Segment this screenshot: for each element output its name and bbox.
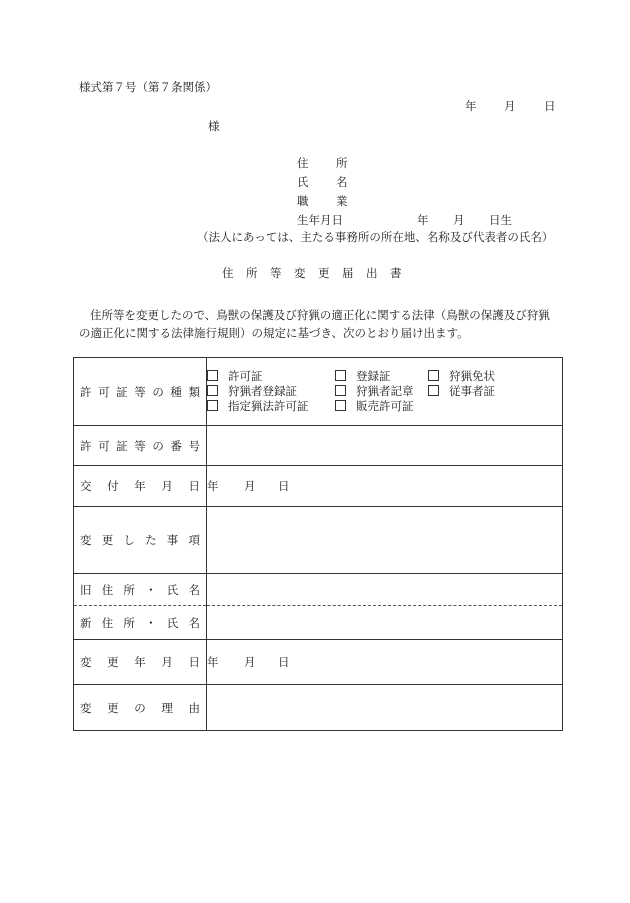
- option-sales-permit[interactable]: 販売許可証: [335, 399, 428, 414]
- occupation-label-1: 職: [297, 194, 309, 208]
- checkbox-sales-permit[interactable]: [335, 400, 346, 411]
- old-address-label: 旧 住 所 ・ 氏 名: [74, 574, 207, 606]
- checkbox-permit[interactable]: [207, 370, 218, 381]
- license-number-label: 許 可 証 等 の 番 号: [74, 426, 207, 466]
- dob-year: 年: [417, 213, 429, 227]
- applicant-block: [297, 157, 512, 233]
- change-date-field[interactable]: 年 月 日: [207, 640, 563, 685]
- new-address-label: 新 住 所 ・ 氏 名: [74, 606, 207, 640]
- license-number-row: [74, 426, 563, 466]
- option-hunter-registration[interactable]: 狩猟者登録証: [207, 384, 335, 399]
- change-reason-field[interactable]: [207, 685, 563, 731]
- corporation-note: （法人にあっては、主たる事務所の所在地、名称及び代表者の氏名）: [197, 230, 554, 244]
- option-worker-cert[interactable]: 従事者証: [428, 384, 528, 399]
- issue-date-row: [74, 466, 563, 507]
- name-row: [297, 176, 512, 195]
- change-date-label: 変 更 年 月 日: [74, 640, 207, 685]
- declaration-line-2: の適正化に関する法律施行規則）の規定に基づき、次のとおり届け出ます。: [79, 326, 469, 340]
- option-permit[interactable]: 許可証: [207, 369, 335, 384]
- change-reason-row: [74, 685, 563, 731]
- option-hunter-badge[interactable]: 狩猟者記章: [335, 384, 428, 399]
- option-designated-method[interactable]: 指定猟法許可証: [207, 399, 335, 414]
- date-day: 日: [544, 99, 556, 113]
- issue-date-label: 交 付 年 月 日: [74, 466, 207, 507]
- date-year: 年: [465, 99, 477, 113]
- change-reason-label: 変 更 の 理 由: [74, 685, 207, 731]
- submission-date: [465, 101, 556, 113]
- name-label-2: 名: [336, 175, 348, 189]
- dob-month: 月: [453, 213, 465, 227]
- new-address-row: [74, 606, 563, 640]
- checkbox-hunter-badge[interactable]: [335, 385, 346, 396]
- change-date-row: [74, 640, 563, 685]
- occupation-label-2: 業: [336, 194, 348, 208]
- license-number-field[interactable]: [207, 426, 563, 466]
- notification-form-table: [73, 357, 563, 731]
- changed-items-label: 変 更 し た 事 項: [74, 507, 207, 574]
- license-type-row: [74, 358, 563, 426]
- option-registration[interactable]: 登録証: [335, 369, 428, 384]
- name-label-1: 氏: [297, 175, 309, 189]
- checkbox-hunting-license[interactable]: [428, 370, 439, 381]
- document-title: 住所等変更届出書: [222, 266, 414, 280]
- old-address-row: [74, 574, 563, 606]
- checkbox-hunter-registration[interactable]: [207, 385, 218, 396]
- dob-day: 日生: [489, 213, 512, 227]
- address-label-1: 住: [297, 156, 309, 170]
- checkbox-worker-cert[interactable]: [428, 385, 439, 396]
- license-type-label: 許 可 証 等 の 種 類: [74, 358, 207, 426]
- form-number: 様式第７号（第７条関係）: [79, 80, 217, 94]
- addressee-suffix: 様: [208, 119, 220, 133]
- old-address-field[interactable]: [207, 574, 563, 606]
- changed-items-field[interactable]: [207, 507, 563, 574]
- issue-date-field[interactable]: 年 月 日: [207, 466, 563, 507]
- declaration-text: [79, 306, 564, 342]
- license-type-options: [207, 358, 563, 426]
- address-label-2: 所: [336, 156, 348, 170]
- new-address-field[interactable]: [207, 606, 563, 640]
- changed-items-row: [74, 507, 563, 574]
- occupation-row: [297, 195, 512, 214]
- checkbox-registration[interactable]: [335, 370, 346, 381]
- address-row: [297, 157, 512, 176]
- option-hunting-license[interactable]: 狩猟免状: [428, 369, 528, 384]
- declaration-line-1: 住所等を変更したので、鳥獣の保護及び狩猟の適正化に関する法律（鳥獣の保護及び狩猟: [90, 308, 550, 322]
- dob-label: 生年月日: [297, 213, 343, 227]
- date-month: 月: [504, 99, 516, 113]
- checkbox-designated-method[interactable]: [207, 400, 218, 411]
